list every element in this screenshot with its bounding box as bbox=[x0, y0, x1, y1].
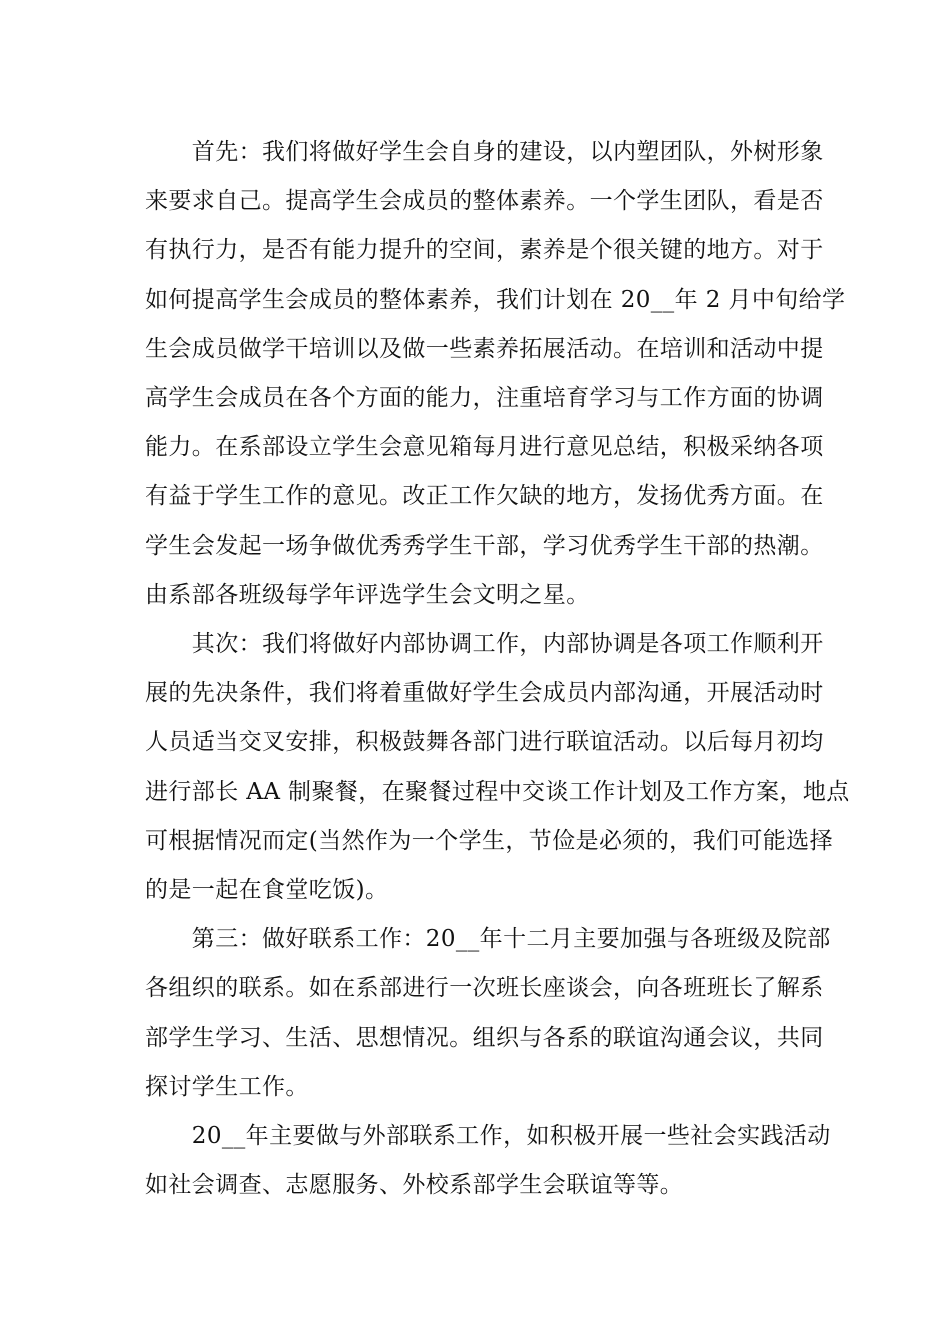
text-line: 如社会调查、志愿服务、外校系部学生会联谊等等。 bbox=[145, 1172, 684, 1199]
text-line: 生会成员做学干培训以及做一些素养拓展活动。在培训和活动中提 bbox=[145, 335, 824, 362]
text-line: 进行部长 AA 制聚餐，在聚餐过程中交谈工作计划及工作方案，地点 bbox=[145, 778, 850, 805]
paragraph-second bbox=[145, 620, 850, 915]
text-line: 高学生会成员在各个方面的能力，注重培育学习与工作方面的协调 bbox=[145, 385, 824, 412]
paragraph-fourth bbox=[145, 1112, 831, 1210]
text-line: 如何提高学生会成员的整体素养，我们计划在 20__年 2 月中旬给学 bbox=[145, 286, 846, 313]
text-line: 探讨学生工作。 bbox=[145, 1073, 309, 1100]
text-line: 由系部各班级每学年评选学生会文明之星。 bbox=[145, 581, 590, 608]
text-line: 其次：我们将做好内部协调工作，内部协调是各项工作顺利开 bbox=[145, 631, 824, 658]
text-line: 人员适当交叉安排，积极鼓舞各部门进行联谊活动。以后每月初均 bbox=[145, 729, 824, 756]
text-line: 各组织的联系。如在系部进行一次班长座谈会，向各班班长了解系 bbox=[145, 975, 824, 1002]
document-body bbox=[145, 128, 850, 1210]
text-line: 学生会发起一场争做优秀秀学生干部，学习优秀学生干部的热潮。 bbox=[145, 532, 824, 559]
text-line: 能力。在系部设立学生会意见箱每月进行意见总结，积极采纳各项 bbox=[145, 434, 824, 461]
text-line: 来要求自己。提高学生会成员的整体素养。一个学生团队，看是否 bbox=[145, 188, 824, 215]
text-line: 展的先决条件，我们将着重做好学生会成员内部沟通，开展活动时 bbox=[145, 680, 824, 707]
text-line: 第三：做好联系工作：20__年十二月主要加强与各班级及院部 bbox=[145, 926, 831, 953]
text-line: 有益于学生工作的意见。改正工作欠缺的地方，发扬优秀方面。在 bbox=[145, 483, 824, 510]
text-line: 部学生学习、生活、思想情况。组织与各系的联谊沟通会议，共同 bbox=[145, 1024, 824, 1051]
paragraph-third bbox=[145, 915, 831, 1112]
text-line: 首先：我们将做好学生会自身的建设，以内塑团队，外树形象 bbox=[145, 139, 824, 165]
text-line: 可根据情况而定(当然作为一个学生，节俭是必须的，我们可能选择 bbox=[145, 827, 833, 854]
paragraph-first bbox=[145, 128, 846, 620]
text-line: 有执行力，是否有能力提升的空间，素养是个很关键的地方。对于 bbox=[145, 237, 824, 264]
text-line: 20__年主要做与外部联系工作，如积极开展一些社会实践活动 bbox=[145, 1123, 831, 1150]
text-line: 的是一起在食堂吃饭)。 bbox=[145, 877, 389, 904]
